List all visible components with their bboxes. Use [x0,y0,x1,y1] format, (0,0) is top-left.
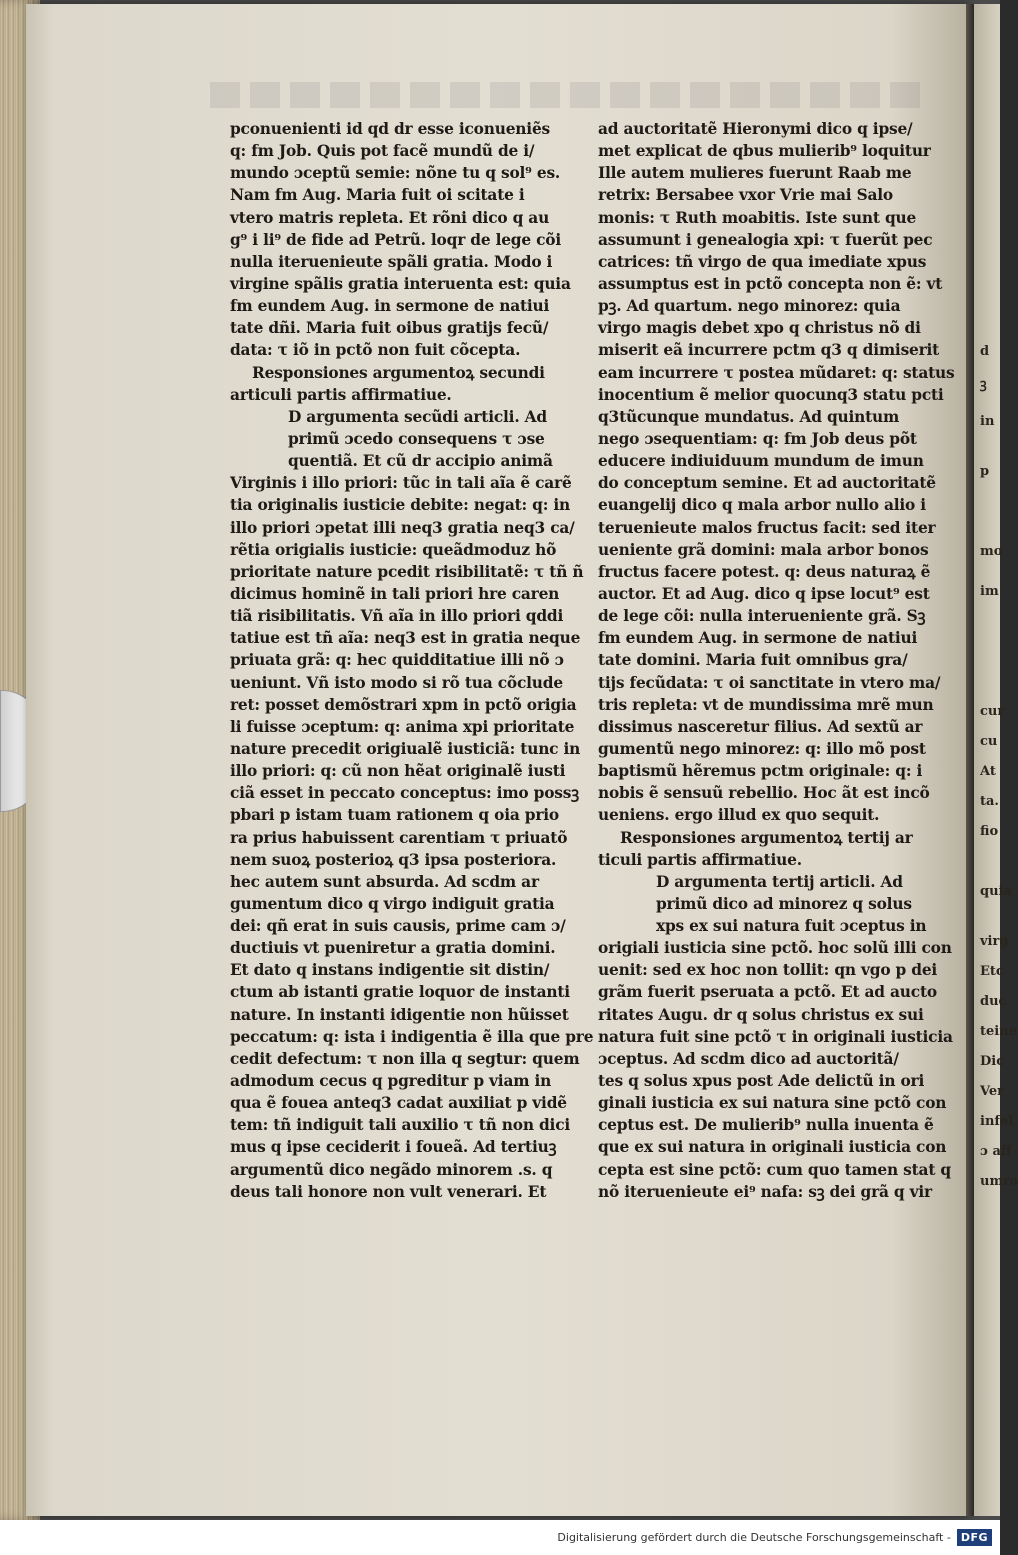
text-line: fm eundem Aug. in sermone de natiui [230,297,550,316]
text-line: catrices: tñ virgo de qua imediate xpus [598,252,927,271]
text-line: tes q solus xpus post Ade delictũ in ori [598,1072,925,1091]
text-line: mus q ipse ceciderit i foueã. Ad tertiuꝫ [230,1138,557,1157]
facing-page-text: quia [980,884,1012,899]
text-line: virgine spãlis gratia interuenta est: quia [230,274,571,293]
text-line: miserit eã incurrere pctm q3 q dimiserit [598,341,940,360]
text-line: ciã esset in peccato conceptus: imo possꝫ [230,784,579,803]
text-line: D argumenta tertij articli. Ad [656,872,903,891]
facing-page-text: Ver [980,1084,1005,1099]
text-column-right [598,118,956,1203]
text-line: Virginis i illo priori: tũc in tali aĩa ẽ carẽ [230,474,572,493]
text-line: ueniunt. Vñ isto modo si rõ tua cõclude [230,673,563,692]
text-line: li fuisse ɔceptum: q: anima xpi prioritate [230,717,575,736]
text-line: pbari p istam tuam rationem q oia prio [230,806,559,825]
text-line: tia originalis iusticie debite: negat: q: in [230,496,571,515]
text-line: nego ɔsequentiam: q: fm Job deus põt [598,429,917,448]
facing-page-text: ɔ aff [980,1144,1012,1159]
text-line: nature precedit origiualẽ iusticiã: tunc in [230,739,581,758]
text-line: ritates Augu. dr q solus christus ex sui [598,1005,924,1024]
text-line: ɔceptus. Ad scdm dico ad auctoritã/ [598,1049,899,1068]
text-line: do conceptum semine. Et ad auctoritatẽ [598,474,936,493]
text-line: ceptus est. De mulierib⁹ nulla inuenta ẽ [598,1116,934,1135]
footer-credit: Digitalisierung gefördert durch die Deutsche Forschungsgemeinschaft - [557,1531,951,1544]
text-line: euangelij dico q mala arbor nullo alio i [598,496,926,515]
text-line: ad auctoritatẽ Hieronymi dico q ipse/ [598,120,913,138]
text-line: baptismũ hẽremus pctm originale: q: i [598,762,923,781]
text-line: cedit defectum: τ non illa q segtur: quem [230,1049,580,1068]
text-line: de lege cõi: nulla interueniente grã. Sꝫ [598,607,926,626]
text-line: g⁹ i li⁹ de fide ad Petrũ. loqr de lege cõi [230,230,562,249]
text-line: admodum cecus q pgreditur p viam in [230,1072,552,1091]
text-line: rẽtia origialis iusticie: queãdmoduz hõ [230,540,557,559]
text-line: ueniente grã domini: mala arbor bonos [598,540,929,559]
facing-page-text: teine [980,1024,1017,1039]
text-line: teruenieute malos fructus facit: sed iter [598,518,936,537]
dfg-logo: DFG [957,1529,992,1546]
facing-page-text: d [980,344,990,359]
text-line: assumptus est in pctõ concepta non ẽ: vt [598,274,943,293]
text-line: argumentũ dico negãdo minorem .s. q [230,1160,553,1179]
facing-page-text: im [980,584,999,599]
text-line: nõ iteruenieute ei⁹ nafa: sꝫ dei grã q vir [598,1182,932,1201]
text-line: illo priori: q: cũ non hẽat originalẽ iusti [230,762,566,781]
text-line: vtero matris repleta. Et rõni dico q au [230,208,550,227]
text-line: origiali iusticia sine pctõ. hoc solũ illi con [598,939,952,958]
facing-page-text: p [980,464,990,479]
text-line: priuata grã: q: hec quidditatiue illi nõ ɔ [230,651,564,670]
text-line: Nam fm Aug. Maria fuit oi scitate i [230,186,525,205]
text-line: xps ex sui natura fuit ɔceptus in [656,917,927,936]
text-line: ueniens. ergo illud ex quo sequit. [598,806,880,825]
text-line: nem suoꝝ posterioꝝ q3 ipsa posteriora. [230,850,557,869]
facing-page-text: cu [980,734,998,749]
text-line: que ex sui natura in originali iusticia con [598,1138,947,1157]
text-line: ret: posset demõstrari xpm in pctõ origia [230,695,577,714]
text-line: monis: τ Ruth moabitis. Iste sunt que [598,208,917,227]
text-line: uenit: sed ex hoc non tollit: qn vgo p dei [598,961,938,980]
text-line: Ille autem mulieres fuerunt Raab me [598,164,912,183]
text-line: auctor. Et ad Aug. dico q ipse locut⁹ est [598,584,930,603]
text-line: inocentium ẽ melior quocunq3 statu pcti [598,385,944,404]
facing-page-text: ꝫ [980,377,987,392]
text-line: peccatum: q: ista i indigentia ẽ illa que pre [230,1027,594,1046]
text-line: D argumenta secũdi articli. Ad [288,407,547,426]
text-line: ductiuis vt pueniretur a gratia domini. [230,939,556,958]
text-line: tijs fecũdata: τ oi sanctitate in vtero ma/ [598,673,941,692]
text-line: virgo magis debet xpo q christus nõ di [598,319,921,338]
facing-page-text: virg [980,934,1009,949]
text-line: illo priori ɔpetat illi neq3 gratia neq3 ca/ [230,518,575,537]
text-line: pconuenienti id qd dr esse iconueniẽs [230,120,550,138]
text-line: retrix: Bersabee vxor Vrie mai Salo [598,186,893,205]
text-line: fm eundem Aug. in sermone de natiui [598,629,918,648]
facing-page-text: in [980,414,995,429]
facing-page-text: duc [980,994,1007,1009]
facing-page-text: mo [980,544,1003,559]
text-line: Et dato q instans indigentie sit distin/ [230,961,550,980]
text-line: tiã risibilitatis. Vñ aĩa in illo priori qddi [230,607,564,626]
text-line: prioritate nature pcedit risibilitatẽ: τ tñ ñ [230,562,584,581]
text-line: tem: tñ indiguit tali auxilio τ tñ non dici [230,1116,571,1135]
text-line: nature. In instanti idigentie non hũisset [230,1005,569,1024]
text-line: quentiã. Et cũ dr accipio animã [288,452,553,471]
facing-page-text: fio [980,824,999,839]
facing-page-text: At [980,764,996,779]
facing-page-text: umra [980,1174,1018,1189]
text-line: primũ ɔcedo consequens τ ɔse [288,429,545,448]
text-line: mundo ɔceptũ semie: nõne tu q sol⁹ es. [230,164,561,183]
text-line: primũ dico ad minorez q solus [656,894,912,913]
text-line: dicimus hominẽ in tali priori hre caren [230,584,560,603]
text-line: pꝫ. Ad quartum. nego minorez: quia [598,297,901,316]
text-line: grãm fuerit pseruata a pctõ. Et ad aucto [598,983,937,1002]
text-line: fructus facere potest. q: deus naturaꝝ ẽ [598,562,931,581]
text-line: dei: qñ erat in suis causis, prime cam ɔ/ [230,917,566,936]
facing-page-text: ta. [980,794,999,809]
show-through-text [210,82,930,108]
text-line: Responsiones argumentoꝝ tertij ar [620,828,913,847]
text-line: ginali iusticia ex sui natura sine pctõ con [598,1094,947,1113]
text-line: ra prius habuissent carentiam τ priuatõ [230,828,568,847]
text-line: nulla iteruenieute spãli gratia. Modo i [230,252,553,271]
facing-page-fragment [974,4,1018,1516]
text-line: articuli partis affirmatiue. [230,385,452,404]
text-line: educere indiuiduum mundum de imun [598,452,924,471]
text-line: data: τ iõ in pctõ non fuit cõcepta. [230,341,521,360]
text-line: dissimus nasceretur filius. Ad sextũ ar [598,717,923,736]
text-line: nobis ẽ sensuũ rebellio. Hoc ãt est incõ [598,784,930,803]
text-line: tate dñi. Maria fuit oibus gratijs fecũ/ [230,319,549,338]
text-line: assumunt i genealogia xpi: τ fuerũt pec [598,230,933,249]
book-gutter [966,4,974,1516]
footer-bar [0,1520,1000,1555]
facing-page-text: Dic [980,1054,1005,1069]
text-line: Responsiones argumentoꝝ secundi [252,363,545,382]
text-line: ticuli partis affirmatiue. [598,850,802,869]
text-line: ctum ab istanti gratie loquor de instanti [230,983,570,1002]
facing-page-text: infel [980,1114,1014,1129]
text-line: gumentũ nego minorez: q: illo mõ post [598,739,926,758]
text-line: qua ẽ fouea anteq3 cadat auxiliat p vidẽ [230,1094,567,1113]
text-column-left [230,118,594,1203]
text-line: tatiue est tñ aĩa: neq3 est in gratia neque [230,629,581,648]
text-line: eam incurrere τ postea mũdaret: q: status [598,363,955,382]
text-line: q: fm Job. Quis pot facẽ mundũ de i/ [230,142,535,161]
facing-page-text: Etc [980,964,1004,979]
text-line: q3tũcunque mundatus. Ad quintum [598,407,900,426]
text-line: met explicat de qbus mulierib⁹ loquitur [598,142,931,161]
text-line: gumentum dico q virgo indiguit gratia [230,894,555,913]
text-line: tris repleta: vt de mundissima mrẽ mun [598,695,934,714]
text-line: hec autem sunt absurda. Ad scdm ar [230,872,539,891]
text-line: tate domini. Maria fuit omnibus gra/ [598,651,908,670]
facing-page-text: cur [980,704,1005,719]
text-line: natura fuit sine pctõ τ in originali iusticia [598,1027,953,1046]
text-line: cepta est sine pctõ: cum quo tamen stat q [598,1160,951,1179]
text-line: deus tali honore non vult venerari. Et [230,1182,547,1201]
